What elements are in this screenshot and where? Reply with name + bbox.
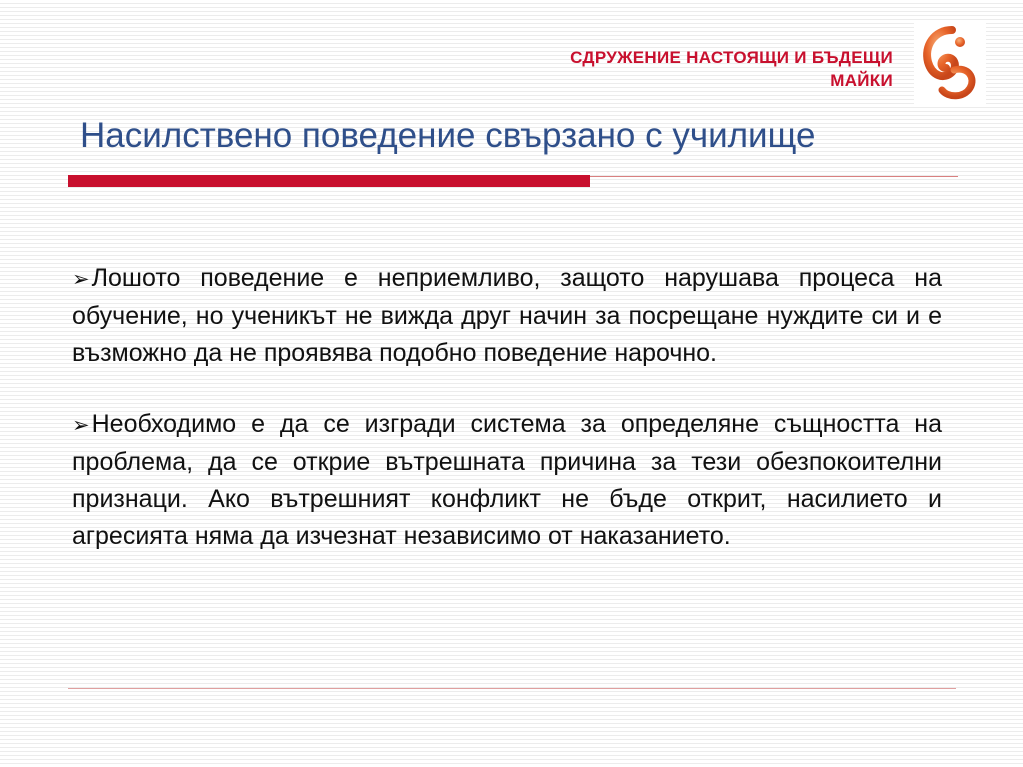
org-name-line-1: СДРУЖЕНИЕ НАСТОЯЩИ И БЪДЕЩИ	[570, 48, 893, 67]
title-underline-red	[68, 175, 590, 187]
arrow-bullet-icon: ➢	[72, 268, 90, 291]
arrow-bullet-icon: ➢	[72, 414, 90, 437]
bullet-text-1: Лошото поведение е неприемливо, защото нарушава процеса на обучение, но ученикът не вижда друг начин за посрещане нуждите си и е възможно да не проявява подобно поведение нарочно.	[72, 264, 942, 367]
bullet-paragraph-2	[72, 406, 942, 555]
bullet-paragraph-1	[72, 260, 942, 372]
title-underline-thin	[590, 176, 958, 177]
content-body	[72, 260, 942, 589]
org-name	[413, 46, 893, 92]
orange-spiral-logo-icon	[914, 20, 986, 104]
bullet-text-2: Необходимо е да се изгради система за определяне същността на проблема, да се открие вътрешната причина за тези обезпокоителни признаци. Ако вътрешният конфликт не бъде открит, насилието и агресията няма да изчезнат независимо от наказанието.	[72, 410, 942, 550]
logo	[914, 20, 986, 104]
slide-title: Насилствено поведение свързано с училище	[80, 116, 816, 155]
org-name-line-2: МАЙКИ	[830, 71, 893, 90]
footer-divider	[68, 688, 956, 689]
